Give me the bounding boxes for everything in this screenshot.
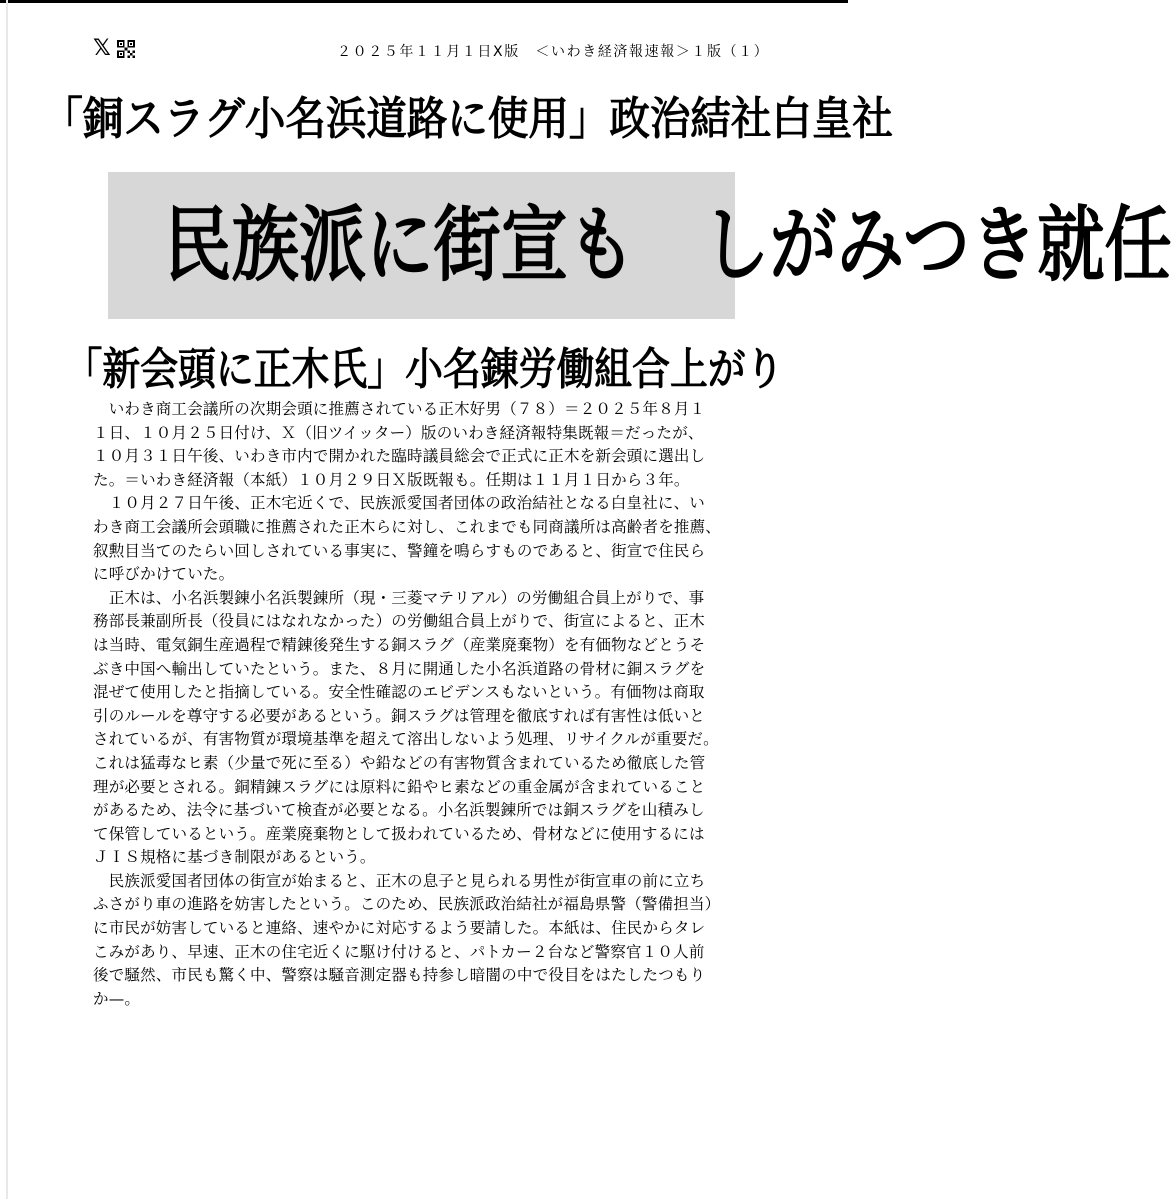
article-line: があるため、法令に基づいて検査が必要となる。小名浜製錬所では銅スラグを山積みし <box>93 801 705 820</box>
article-line: 正木は、小名浜製錬小名浜製錬所（現・三菱マテリアル）の労働組合員上がりで、事 <box>93 588 705 607</box>
article-line: た。＝いわき経済報（本紙）１０月２９日Ｘ版既報も。任期は１１月１日から３年。 <box>93 470 690 489</box>
edition-info: ２０２５年１１月１日X版 ＜いわき経済報速報＞１版（１） <box>337 44 770 60</box>
article-line: 叙勲目当てのたらい回しされている事実に、警鐘を鳴らすものであると、街宣で住民ら <box>93 541 706 560</box>
article-line: 引のルールを尊守する必要があるという。銅スラグは管理を徹底すれば有害性は低いと <box>93 706 705 725</box>
article-line: されているが、有害物質が環境基準を超えて溶出しないよう処理、リサイクルが重要だ。 <box>93 730 719 749</box>
x-logo-icon: 𝕏 <box>93 36 111 61</box>
article-line: に市民が妨害していると連絡、速やかに対応するよう要請した。本紙は、住民からタレ <box>93 919 706 938</box>
page-header <box>0 36 848 62</box>
article-line: は当時、電気銅生産過程で精錬後発生する銅スラグ（産業廃棄物）を有価物などとうそ <box>93 635 706 654</box>
headline-main: 民族派に街宣も しがみつき就任 <box>164 198 1172 293</box>
article-line: 後で騒然、市民も驚く中、警察は騒音測定器も持参し暗闇の中で役目をはたしたつもり <box>93 966 706 985</box>
article-line: １日、１０月２５日付け、Ｘ（旧ツイッター）版のいわき経済報特集既報＝だったが、 <box>93 423 704 442</box>
article-line: か—。 <box>93 989 141 1008</box>
article-line: 民族派愛国者団体の街宣が始まると、正木の息子と見られる男性が街宣車の前に立ち <box>93 871 706 890</box>
article-line: わき商工会議所会頭職に推薦された正木らに対し、これまでも同商議所は高齢者を推薦、 <box>93 517 722 536</box>
main-headline-box <box>108 172 1172 319</box>
article-line: に呼びかけていた。 <box>93 565 235 584</box>
article-line: １０月２７日午後、正木宅近くで、民族派愛国者団体の政治結社となる白皇社に、い <box>93 494 705 513</box>
article-line: いわき商工会議所の次期会頭に推薦されている正木好男（７８）＝２０２５年８月１ <box>93 400 706 418</box>
article-line: 理が必要とされる。銅精錬スラグには原料に鉛やヒ素などの重金属が含まれていること <box>93 777 706 796</box>
headline-sub: 「新会頭に正木氏」小名錬労働組合上がり <box>64 344 784 395</box>
article-line: ふさがり車の進路を妨害したという。このため、民族派政治結社が福島県警（警備担当） <box>93 895 721 914</box>
article-line: ぶき中国へ輸出していたという。また、８月に開通した小名浜道路の骨材に銅スラグを <box>93 659 706 678</box>
article-body <box>93 398 758 1011</box>
article-line: これは猛毒なヒ素（少量で死に至る）や鉛などの有害物質含まれているため徹底した管 <box>93 753 706 772</box>
article-line: 混ぜて使用したと指摘している。安全性確認のエビデンスもないという。有価物は商取 <box>93 683 705 702</box>
article-line: 務部長兼副所長（役員にはなれなかった）の労働組合員上がりで、街宣によると、正木 <box>93 612 705 631</box>
article-line: １０月３１日午後、いわき市内で開かれた臨時議員総会で正式に正木を新会頭に選出し <box>93 447 706 466</box>
article-line: こみがあり、早速、正木の住宅近くに駆け付けると、パトカー２台など警察官１０人前 <box>93 942 705 961</box>
article-line: ＪＩＳ規格に基づき制限があるという。 <box>93 848 376 867</box>
top-border <box>0 0 848 3</box>
qr-code-icon <box>117 40 135 58</box>
page-fold-shadow <box>6 0 8 1199</box>
article-line: て保管しているという。産業廃棄物として扱われているため、骨材などに使用するには <box>93 824 705 843</box>
headline-top: 「銅スラグ小名浜道路に使用」政治結社白皇社 <box>42 92 893 145</box>
